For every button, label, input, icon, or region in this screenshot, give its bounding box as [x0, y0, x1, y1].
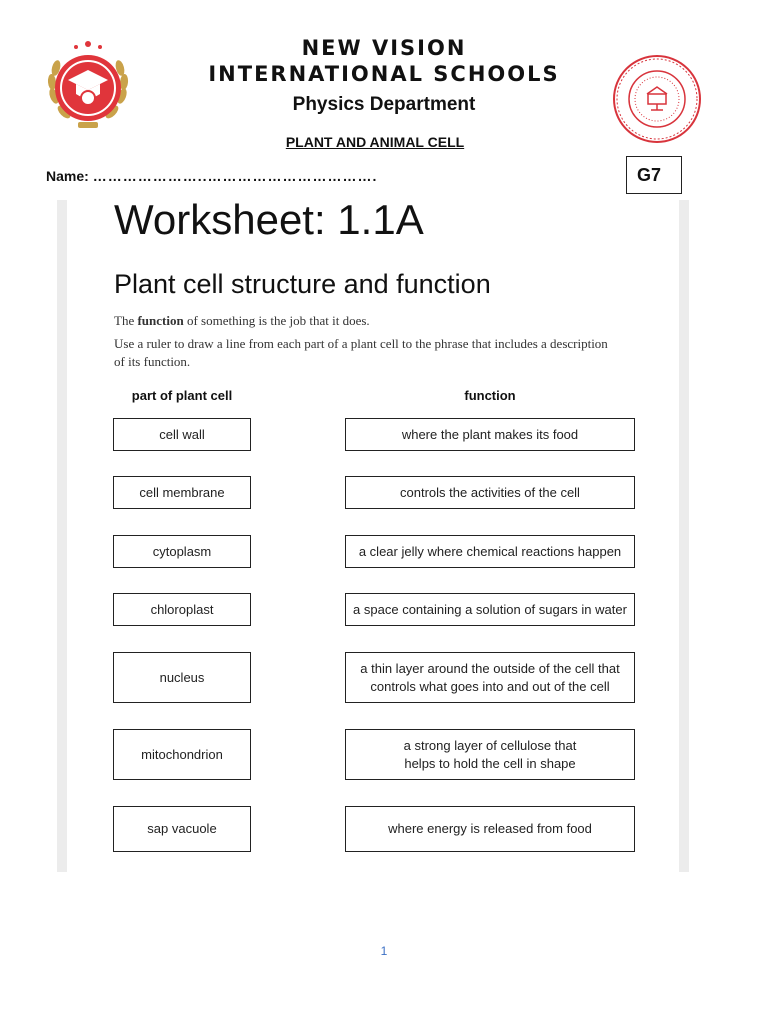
grade-box: G7 [626, 156, 682, 194]
worksheet-subtitle: Plant cell structure and function [114, 269, 491, 299]
school-name-line-2: INTERNATIONAL SCHOOLS [208, 62, 560, 86]
part-box[interactable]: nucleus [113, 652, 251, 703]
school-name-line-1: NEW VISION [301, 36, 467, 60]
function-box[interactable]: a thin layer around the outside of the cell that controls what goes into and out of the cell [345, 652, 635, 703]
part-box[interactable]: chloroplast [113, 593, 251, 626]
part-box[interactable]: mitochondrion [113, 729, 251, 780]
page-number: 1 [380, 944, 388, 958]
function-box[interactable]: a strong layer of cellulose that helps to hold the cell in shape [345, 729, 635, 780]
topic-title: PLANT AND ANIMAL CELL [285, 134, 465, 150]
instruction-text: Use a ruler to draw a line from each part of a plant cell to the phrase that includes a description of its function. [114, 336, 608, 369]
column-heading-part: part of plant cell [131, 388, 233, 403]
worksheet-title: Worksheet: 1.1A [114, 196, 424, 243]
function-box[interactable]: a space containing a solution of sugars in water [345, 593, 635, 626]
intro-prefix: The [114, 313, 138, 328]
column-heading-function: function [464, 388, 516, 403]
function-box[interactable]: where energy is released from food [345, 806, 635, 852]
part-box[interactable]: cell wall [113, 418, 251, 451]
function-box[interactable]: where the plant makes its food [345, 418, 635, 451]
name-blank: …………………..……………………………. [92, 168, 378, 184]
part-box[interactable]: sap vacuole [113, 806, 251, 852]
part-box[interactable]: cytoplasm [113, 535, 251, 568]
part-box[interactable]: cell membrane [113, 476, 251, 509]
function-box[interactable]: controls the activities of the cell [345, 476, 635, 509]
name-field[interactable] [46, 168, 377, 184]
name-label: Name: [46, 168, 89, 184]
intro-bold: function [137, 313, 184, 328]
function-box[interactable]: a clear jelly where chemical reactions happen [345, 535, 635, 568]
department-title: Physics Department [292, 94, 476, 115]
intro-text [114, 313, 370, 329]
intro-suffix: of something is the job that it does. [183, 313, 370, 328]
